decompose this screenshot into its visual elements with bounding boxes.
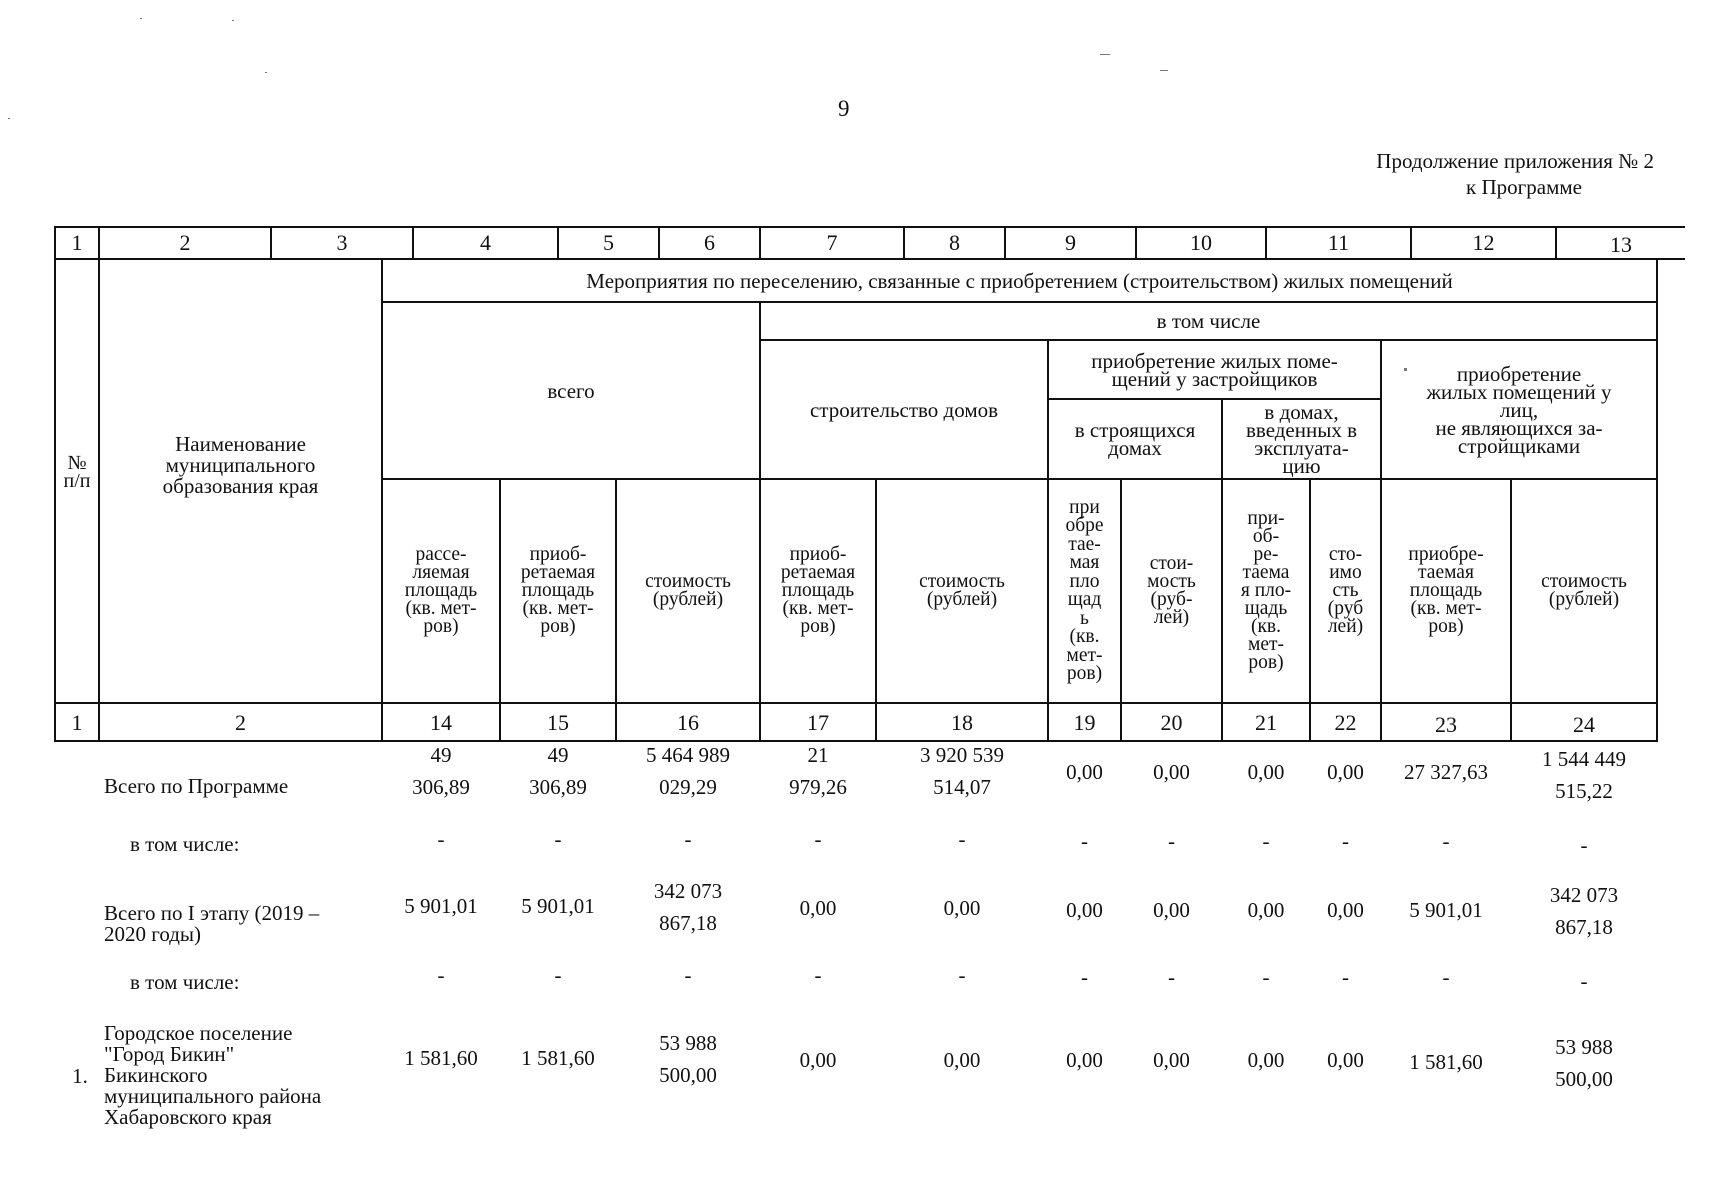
header-developer-purchase: приобретение жилых поме- щений у застройщиков bbox=[1091, 348, 1338, 391]
bottom-col-1: 1 bbox=[71, 709, 83, 735]
row-0-c20: 0,00 bbox=[1153, 760, 1190, 784]
header-private-purchase: приобретение жилых помещений у лиц, не являющихся за- стройщиками bbox=[1426, 361, 1612, 458]
row-4-c19: 0,00 bbox=[1066, 1048, 1103, 1072]
row-0-c17: 21 979,26 bbox=[789, 743, 847, 799]
header-c17: приоб- ретаемая площадь (кв. мет- ров) bbox=[780, 544, 856, 637]
header-municipality: Наименование муниципального образования края bbox=[162, 431, 319, 498]
top-col-5: 5 bbox=[603, 230, 614, 255]
row-2-c19: 0,00 bbox=[1066, 898, 1103, 922]
row-4-c15: 1 581,60 bbox=[521, 1046, 595, 1070]
header-resettlement-measures: Мероприятия по переселению, связанные с приобретением (строительством) жилых помещений bbox=[586, 268, 1453, 293]
row-3-c19: - bbox=[1081, 965, 1088, 989]
row-1-c24: - bbox=[1580, 833, 1588, 857]
row-2-c17: 0,00 bbox=[799, 896, 837, 920]
row-3-c22: - bbox=[1342, 965, 1349, 989]
row-0-name: Всего по Программе bbox=[104, 774, 289, 798]
header-c22: сто- имо сть (руб лей) bbox=[1327, 544, 1364, 637]
row-3-c18: - bbox=[958, 963, 966, 987]
row-2-c24: 342 073 867,18 bbox=[1549, 883, 1619, 939]
bottom-col-17: 17 bbox=[807, 709, 829, 735]
row-1-c22: - bbox=[1342, 829, 1349, 853]
row-3-c20: - bbox=[1168, 965, 1175, 989]
row-4-c17: 0,00 bbox=[799, 1048, 837, 1072]
top-col-8: 8 bbox=[949, 230, 960, 255]
row-4-name: Городское поселение "Город Бикин" Бикинского муниципального района Хабаровского края bbox=[104, 1020, 322, 1129]
row-4-c21: 0,00 bbox=[1247, 1048, 1285, 1072]
row-3-c14: - bbox=[437, 963, 445, 987]
bottom-col-23: 23 bbox=[1435, 711, 1457, 737]
header-c15: приоб- ретаемая площадь (кв. мет- ров) bbox=[520, 544, 596, 637]
top-col-12: 12 bbox=[1472, 230, 1495, 255]
header-total: всего bbox=[547, 378, 595, 403]
top-col-6: 6 bbox=[704, 230, 715, 255]
bottom-col-18: 18 bbox=[951, 709, 973, 735]
top-col-1: 1 bbox=[71, 230, 83, 255]
top-col-7: 7 bbox=[826, 230, 838, 255]
row-0-c18: 3 920 539 514,07 bbox=[920, 743, 1004, 799]
row-1-c17: - bbox=[814, 827, 822, 851]
header-under-construction: в строящихся домах bbox=[1074, 418, 1196, 460]
top-col-11: 11 bbox=[1327, 230, 1350, 255]
bottom-col-22: 22 bbox=[1334, 709, 1357, 735]
row-4-number: 1. bbox=[72, 1064, 88, 1088]
annex-line-1: Продолжение приложения № 2 bbox=[1376, 149, 1654, 173]
row-4-c22: 0,00 bbox=[1327, 1048, 1364, 1072]
header-c18: стоимость (рублей) bbox=[919, 571, 1005, 610]
row-2-c15: 5 901,01 bbox=[521, 894, 595, 918]
header-c20: стои- мость (руб- лей) bbox=[1147, 553, 1196, 628]
header-including: в том числе bbox=[1156, 309, 1261, 333]
bottom-col-16: 16 bbox=[677, 709, 699, 735]
header-c16: стоимость (рублей) bbox=[645, 571, 731, 610]
row-3-c15: - bbox=[554, 963, 562, 987]
header-c24: стоимость (рублей) bbox=[1541, 571, 1627, 610]
header-construction: строительство домов bbox=[809, 397, 999, 422]
bottom-col-19: 19 bbox=[1073, 709, 1096, 735]
header-c19: при обре тае- мая пло щад ь (кв. мет- ров) bbox=[1065, 496, 1104, 684]
row-4-c18: 0,00 bbox=[943, 1048, 981, 1072]
row-0-c22: 0,00 bbox=[1327, 760, 1364, 784]
row-1-c18: - bbox=[958, 827, 966, 851]
row-1-c19: - bbox=[1081, 829, 1088, 853]
row-4-c16: 53 988 500,00 bbox=[659, 1031, 717, 1087]
row-1-name: в том числе: bbox=[130, 832, 240, 856]
row-0-c24: 1 544 449 515,22 bbox=[1542, 747, 1626, 803]
page-number: 9 bbox=[838, 96, 850, 121]
row-2-c14: 5 901,01 bbox=[404, 894, 478, 918]
row-1-c21: - bbox=[1262, 829, 1270, 853]
row-4-c20: 0,00 bbox=[1153, 1048, 1190, 1072]
row-3-c24: - bbox=[1580, 969, 1588, 993]
row-0-c14: 49 306,89 bbox=[412, 743, 470, 799]
top-col-9: 9 bbox=[1065, 230, 1076, 255]
header-c21: при- об- ре- таема я пло- щадь (кв. мет- ров) bbox=[1240, 508, 1292, 673]
bottom-col-14: 14 bbox=[430, 709, 452, 735]
top-col-2: 2 bbox=[179, 230, 191, 255]
header-commissioned: в домах, введенных в эксплуата- цию bbox=[1245, 400, 1357, 478]
row-3-c23: - bbox=[1442, 965, 1450, 989]
row-0-c15: 49 306,89 bbox=[529, 743, 587, 799]
row-0-c16: 5 464 989 029,29 bbox=[646, 743, 730, 799]
row-2-c16: 342 073 867,18 bbox=[653, 879, 723, 935]
row-0-c21: 0,00 bbox=[1247, 760, 1285, 784]
header-c14: рассе- ляемая площадь (кв. мет- ров) bbox=[404, 544, 478, 637]
row-4-c14: 1 581,60 bbox=[404, 1046, 478, 1070]
row-2-c22: 0,00 bbox=[1327, 898, 1364, 922]
bottom-col-15: 15 bbox=[547, 709, 569, 735]
row-0-c19: 0,00 bbox=[1066, 760, 1103, 784]
row-4-c24: 53 988 500,00 bbox=[1555, 1035, 1613, 1091]
row-3-c17: - bbox=[814, 963, 822, 987]
row-3-c21: - bbox=[1262, 965, 1270, 989]
row-3-name: в том числе: bbox=[130, 970, 240, 994]
bottom-col-2: 2 bbox=[235, 709, 246, 735]
row-2-c21: 0,00 bbox=[1247, 898, 1285, 922]
top-col-13: 13 bbox=[1610, 232, 1632, 257]
bottom-col-24: 24 bbox=[1573, 711, 1595, 737]
bottom-col-20: 20 bbox=[1160, 709, 1183, 735]
row-0-c23: 27 327,63 bbox=[1404, 760, 1488, 784]
header-c23: приобре- таемая площадь (кв. мет- ров) bbox=[1408, 544, 1484, 637]
row-1-c16: - bbox=[684, 827, 692, 851]
header-number: № п/п bbox=[63, 452, 91, 492]
bottom-col-21: 21 bbox=[1255, 709, 1277, 735]
row-2-c20: 0,00 bbox=[1153, 898, 1190, 922]
row-2-name: Всего по I этапу (2019 – 2020 годы) bbox=[104, 901, 320, 946]
row-1-c14: - bbox=[437, 827, 445, 851]
row-4-c23: 1 581,60 bbox=[1409, 1050, 1483, 1074]
top-col-10: 10 bbox=[1190, 230, 1212, 255]
row-1-c23: - bbox=[1442, 829, 1450, 853]
top-col-4: 4 bbox=[480, 230, 491, 255]
row-2-c18: 0,00 bbox=[943, 896, 981, 920]
row-1-c20: - bbox=[1168, 829, 1175, 853]
row-3-c16: - bbox=[684, 963, 692, 987]
row-2-c23: 5 901,01 bbox=[1409, 898, 1483, 922]
row-1-c15: - bbox=[554, 827, 562, 851]
top-col-3: 3 bbox=[336, 230, 348, 255]
annex-line-2: к Программе bbox=[1466, 175, 1582, 199]
